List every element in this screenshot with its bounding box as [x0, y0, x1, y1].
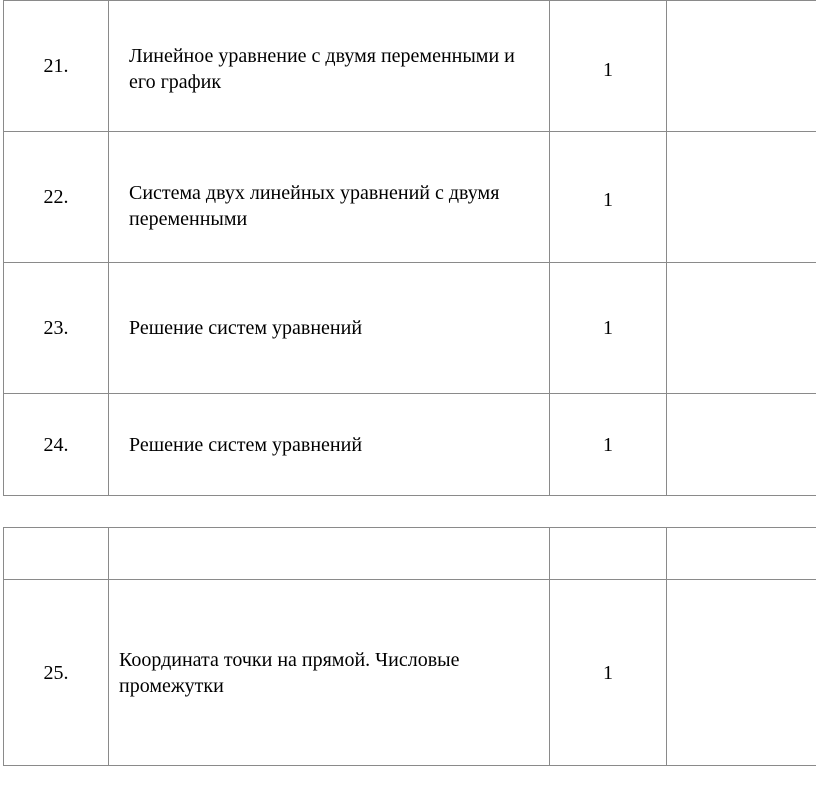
lesson-topic	[109, 528, 550, 580]
lesson-number: 24.	[4, 394, 109, 496]
lesson-topic: Система двух линейных уравнений с двумя переменными	[109, 132, 550, 263]
table-row	[4, 394, 816, 496]
lesson-number	[4, 528, 109, 580]
lesson-topic: Решение систем уравнений	[109, 394, 550, 496]
lesson-extra-cell	[667, 132, 816, 263]
lesson-plan-table-2	[3, 527, 816, 766]
lesson-extra-cell	[667, 394, 816, 496]
lesson-number: 21.	[4, 1, 109, 132]
lesson-topic: Координата точки на прямой. Числовые промежутки	[109, 580, 550, 766]
table-row	[4, 580, 816, 766]
lesson-hours: 1	[550, 1, 667, 132]
lesson-extra-cell	[667, 580, 816, 766]
lesson-hours: 1	[550, 580, 667, 766]
lesson-extra-cell	[667, 1, 816, 132]
lesson-hours	[550, 528, 667, 580]
lesson-topic: Решение систем уравнений	[109, 263, 550, 394]
lesson-number: 25.	[4, 580, 109, 766]
lesson-number: 23.	[4, 263, 109, 394]
lesson-hours: 1	[550, 132, 667, 263]
table-row	[4, 1, 816, 132]
lesson-topic: Линейное уравнение с двумя переменными и его график	[109, 1, 550, 132]
lesson-number: 22.	[4, 132, 109, 263]
table-row	[4, 528, 816, 580]
table-row	[4, 132, 816, 263]
lesson-plan-table-1	[3, 0, 816, 496]
lesson-extra-cell	[667, 528, 816, 580]
lesson-hours: 1	[550, 263, 667, 394]
lesson-extra-cell	[667, 263, 816, 394]
table-row	[4, 263, 816, 394]
lesson-hours: 1	[550, 394, 667, 496]
